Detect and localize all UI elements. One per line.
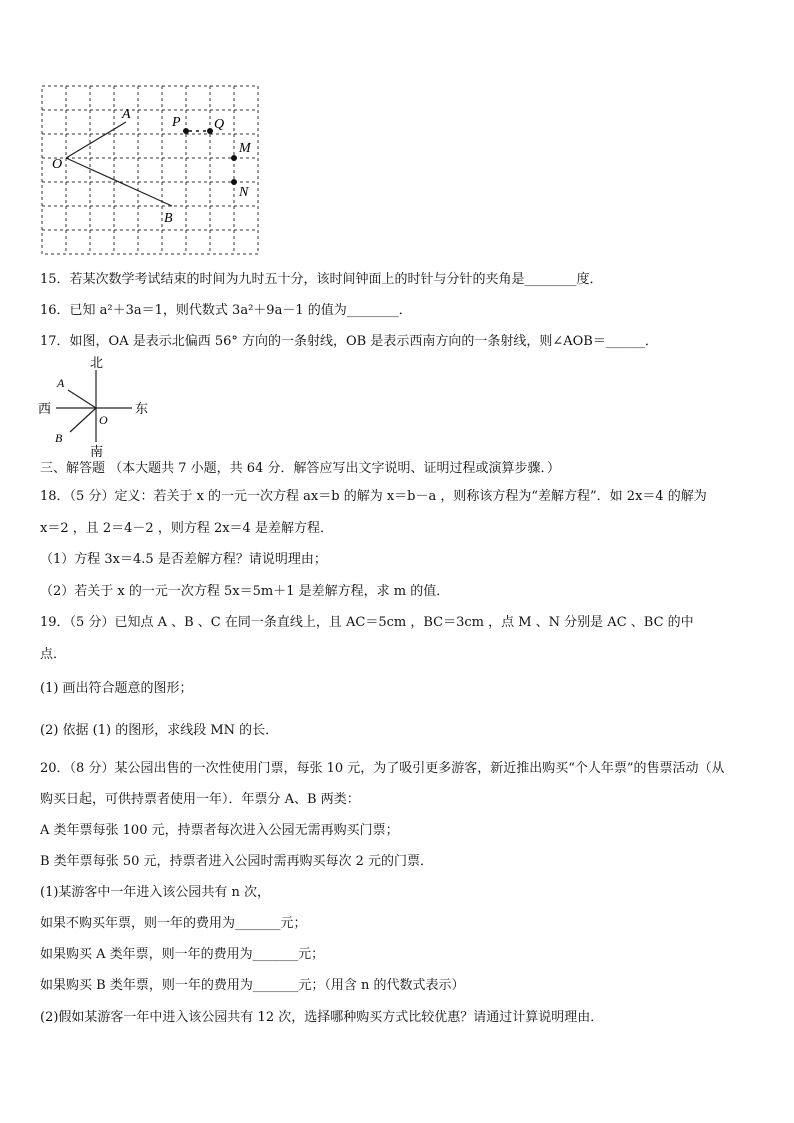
label-south: 南: [90, 444, 104, 459]
question-20-line-4: B 类年票每张 50 元，持票者进入公园时需再购买每次 2 元的门票．: [40, 854, 434, 869]
question-18-part-1: （1）方程 3x＝4.5 是否差解方程？请说明理由；: [40, 552, 327, 567]
label-A: A: [57, 376, 65, 390]
question-16: 16．已知 a²＋3a＝1，则代数式 3a²＋9a－1 的值为________．: [40, 303, 412, 318]
question-20-part-1c: 如果购买 B 类年票，则一年的费用为_______元；（用含 n 的代数式表示）: [40, 978, 465, 993]
label-east: 东: [135, 401, 149, 416]
question-18-line-1: 18．（5 分）定义：若关于 x 的一元一次方程 ax＝b 的解为 x＝b－a ，则称该方程为“差解方程”．如 2x＝4 的解为: [40, 489, 707, 504]
question-20-line-3: A 类年票每张 100 元，持票者每次进入公园无需再购买门票；: [40, 823, 399, 838]
question-17: 17．如图，OA 是表示北偏西 56° 方向的一条射线，OB 是表示西南方向的一条射线，则∠AOB＝______．: [40, 334, 658, 349]
question-20-line-2: 购买日起，可供持票者使用一年）．年票分 A、B 两类：: [40, 792, 360, 807]
grid-figure: [38, 84, 262, 256]
question-20-part-1b: 如果购买 A 类年票，则一年的费用为_______元；: [40, 947, 325, 962]
label-O: O: [99, 413, 108, 427]
question-19-line-2: 点．: [40, 647, 67, 662]
question-19-line-1: 19．（5 分）已知点 A 、B 、C 在同一条直线上，且 AC＝5cm ，BC＝3cm ，点 M 、N 分别是 AC 、BC 的中: [40, 615, 694, 630]
question-19-part-2: (2) 依据 (1) 的图形，求线段 MN 的长．: [40, 723, 279, 738]
label-west: 西: [38, 401, 52, 416]
label-N: N: [239, 185, 249, 200]
label-P: P: [172, 115, 181, 130]
ray-OA: [66, 122, 126, 158]
label-Q: Q: [214, 117, 225, 132]
label-M: M: [239, 141, 251, 156]
label-north: 北: [90, 355, 104, 370]
question-20-part-1: (1)某游客中一年进入该公园共有 n 次，: [40, 885, 271, 900]
section-heading-3: 三、解答题 （本大题共 7 小题，共 64 分．解答应写出文字说明、证明过程或演算步骤．）: [40, 461, 560, 476]
point-P: [183, 128, 189, 134]
ray-OA: [68, 390, 96, 408]
question-18-part-2: （2）若关于 x 的一元一次方程 5x＝5m＋1 是差解方程，求 m 的值．: [40, 584, 450, 599]
question-18-line-2: x＝2 ，且 2＝4－2 ，则方程 2x＝4 是差解方程．: [40, 521, 333, 536]
question-20-part-1a: 如果不购买年票，则一年的费用为_______元；: [40, 916, 307, 931]
point-M: [231, 155, 237, 161]
point-Q: [207, 128, 213, 134]
label-B: B: [55, 431, 63, 445]
question-20-line-1: 20．（8 分）某公园出售的一次性使用门票，每张 10 元，为了吸引更多游客，新近推出购买“个人年票”的售票活动（从: [40, 761, 725, 776]
label-A: A: [122, 107, 131, 122]
ray-OB: [70, 408, 96, 432]
label-B: B: [164, 211, 173, 226]
compass-figure: [36, 354, 156, 460]
grid-lines: [42, 86, 258, 254]
question-19-part-1: (1) 画出符合题意的图形；: [40, 681, 193, 696]
question-20-part-2: (2)假如某游客一年中进入该公园共有 12 次，选择哪种购买方式比较优惠？请通过计算说明理由．: [40, 1010, 604, 1025]
question-15: 15．若某次数学考试结束的时间为九时五十分，该时间钟面上的时针与分针的夹角是________度．: [40, 272, 603, 287]
label-O: O: [52, 157, 63, 172]
point-N: [231, 179, 237, 185]
